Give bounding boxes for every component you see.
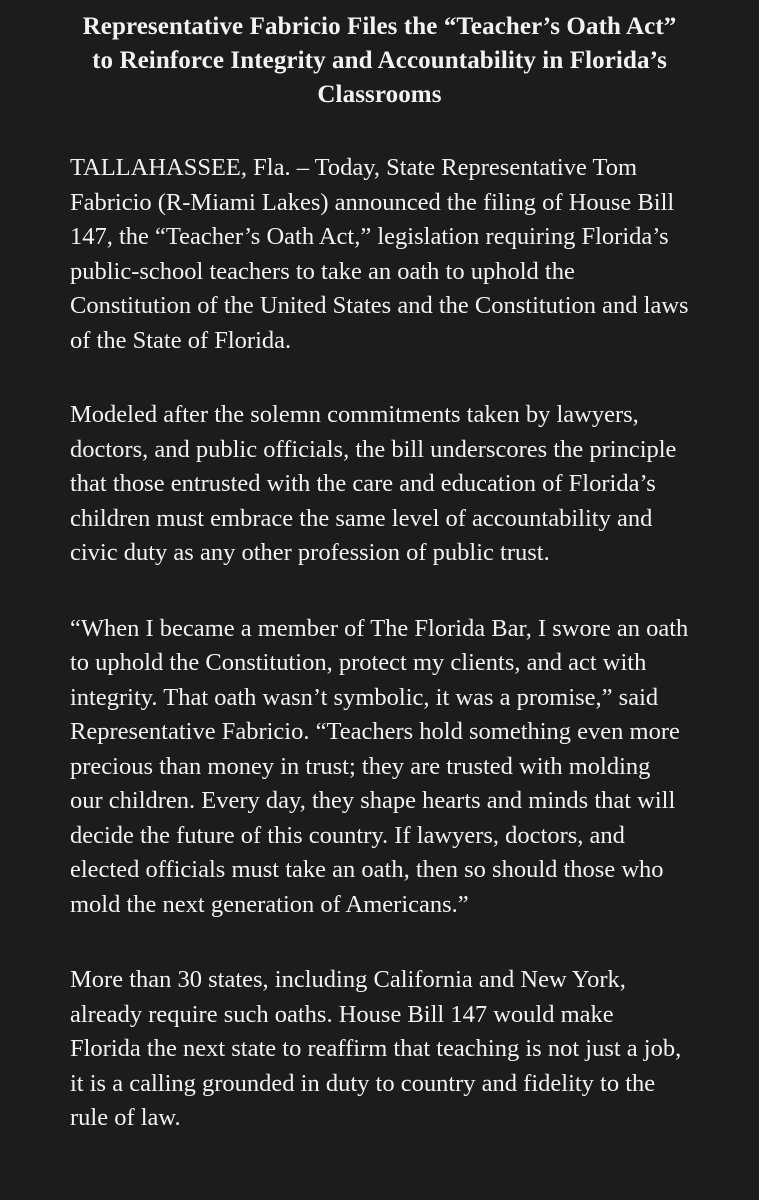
paragraph-context: More than 30 states, including California and New York, already require such oaths. House Bill 147 would make Florida the next state to reaffirm that teaching is not just a job, it is a calling grounded in duty to country and fidelity to the rule of law. xyxy=(70,966,682,1131)
paragraph-quote: “When I became a member of The Florida Bar, I swore an oath to uphold the Constitution, protect my clients, and act with integrity. That oath wasn’t symbolic, it was a promise,” said Representative Fabricio. “Teachers hold something even more precious than money in trust; they are trusted with molding our children. Every day, they shape hearts and minds that will decide the future of this country. If lawyers, doctors, and elected officials must take an oath, then so should those who mold the next generation of Americans.” xyxy=(70,614,689,918)
paragraph-dateline: TALLAHASSEE, Fla. – Today, State Representative Tom Fabricio (R-Miami Lakes) announced the filing of House Bill 147, the “Teacher’s Oath Act,” legislation requiring Florida’s public-school teachers to take an oath to uphold the Constitution of the United States and the Constitution and laws of the State of Florida. xyxy=(70,154,689,354)
press-release-title: Representative Fabricio Files the “Teacher’s Oath Act” to Reinforce Integrity and Accountability in Florida’s Classrooms xyxy=(82,13,677,108)
paragraph-background: Modeled after the solemn commitments taken by lawyers, doctors, and public officials, the bill underscores the principle that those entrusted with the care and education of Florida’s children must embrace the same level of accountability and civic duty as any other profession of public trust. xyxy=(70,401,677,566)
